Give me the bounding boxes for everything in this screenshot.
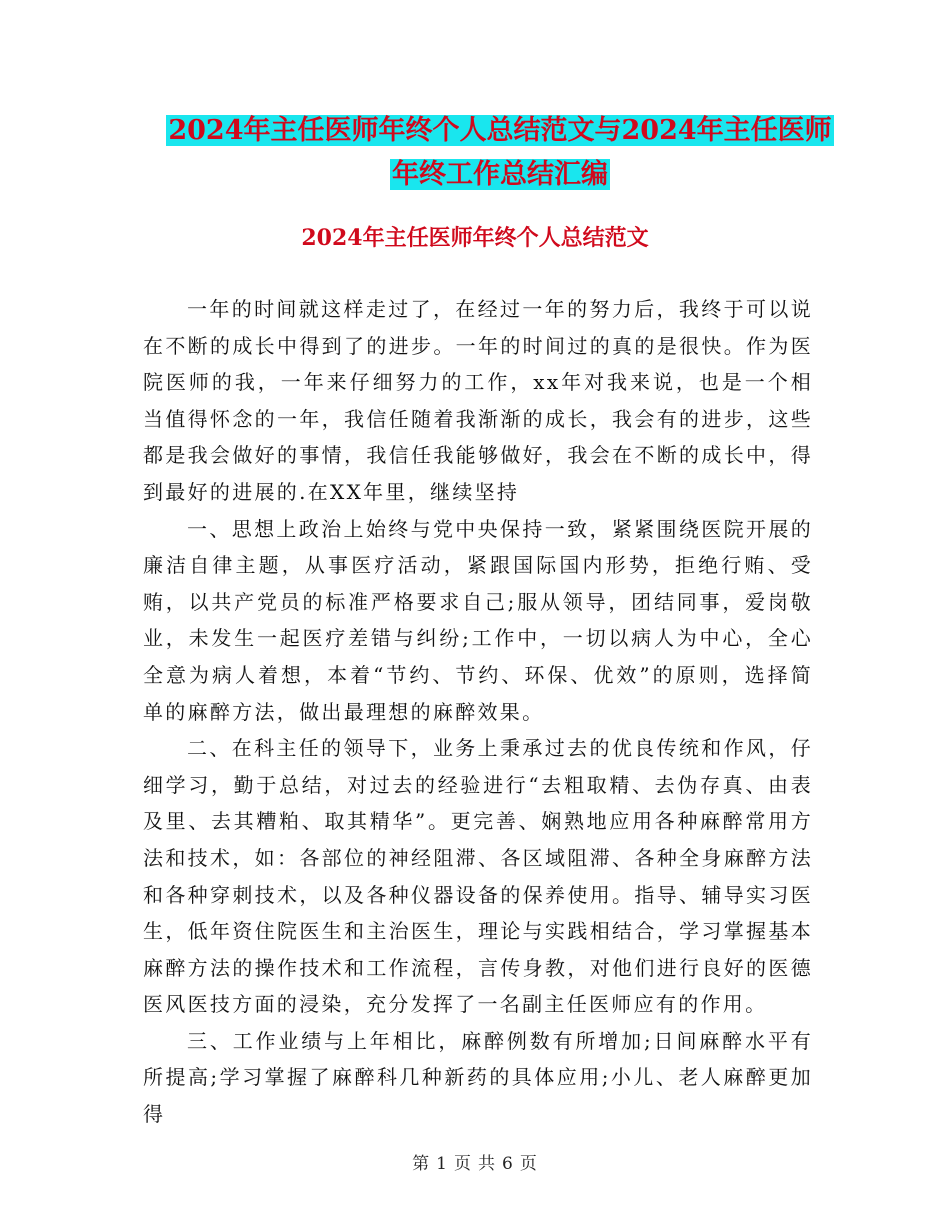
title-highlight: 年终工作总结汇编 xyxy=(392,159,608,190)
total-page-count: 6 xyxy=(502,1154,514,1174)
paragraph: 二、在科主任的领导下，业务上秉承过去的优良传统和作风，仔细学习，勤于总结，对过去的经验进行“去粗取精、去伪存真、由表及里、去其糟粕、取其精华”。更完善、娴熟地应用各种麻醉常用方法和技术，如：各部位的神经阻滞、各区域阻滞、各种全身麻醉方法和各种穿刺技术，以及各种仪器设备的保养使用。指导、辅导实习医生，低年资住院医生和主治医生，理论与实践相结合，学习掌握基本麻醉方法的操作技术和工作流程，言传身教，对他们进行良好的医德医风医技方面的浸染，充分发挥了一名副主任医师应有的作用。 xyxy=(143,736,813,1017)
paragraph: 一年的时间就这样走过了，在经过一年的努力后，我终于可以说在不断的成长中得到了的进步。一年的时间过的真的是很快。作为医院医师的我，一年来仔细努力的工作，xx年对我来说，也是一个相当值得怀念的一年，我信任随着我渐渐的成长，我会有的进步，这些都是我会做好的事情，我信任我能够做好，我会在不断的成长中，得到最好的进展的.在XX年里，继续坚持 xyxy=(143,297,813,504)
document-title-line-2 xyxy=(150,152,850,198)
title-highlight: 2024年主任医师年终个人总结范文与2024年主任医师 xyxy=(168,115,832,146)
current-page-number: 1 xyxy=(436,1154,448,1174)
page-footer xyxy=(0,1152,950,1176)
document-title-line-1 xyxy=(150,108,850,154)
body-text xyxy=(143,291,813,1133)
footer-prefix: 第 xyxy=(412,1154,431,1174)
footer-page-word: 页 xyxy=(454,1154,472,1174)
footer-suffix: 页 xyxy=(519,1154,538,1174)
section-heading: 2024年主任医师年终个人总结范文 xyxy=(301,225,649,251)
paragraph: 一、思想上政治上始终与党中央保持一致，紧紧围绕医院开展的廉洁自律主题，从事医疗活动，紧跟国际国内形势，拒绝行贿、受贿，以共产党员的标准严格要求自己;服从领导，团结同事，爱岗敬业，未发生一起医疗差错与纠纷;工作中，一切以病人为中心，全心全意为病人着想，本着“节约、节约、环保、优效”的原则，选择简单的麻醉方法，做出最理想的麻醉效果。 xyxy=(143,516,813,724)
paragraph: 三、工作业绩与上年相比，麻醉例数有所增加;日间麻醉水平有所提高;学习掌握了麻醉科几种新药的具体应用;小儿、老人麻醉更加得 xyxy=(143,1028,813,1127)
footer-total-word: 共 xyxy=(478,1154,496,1174)
